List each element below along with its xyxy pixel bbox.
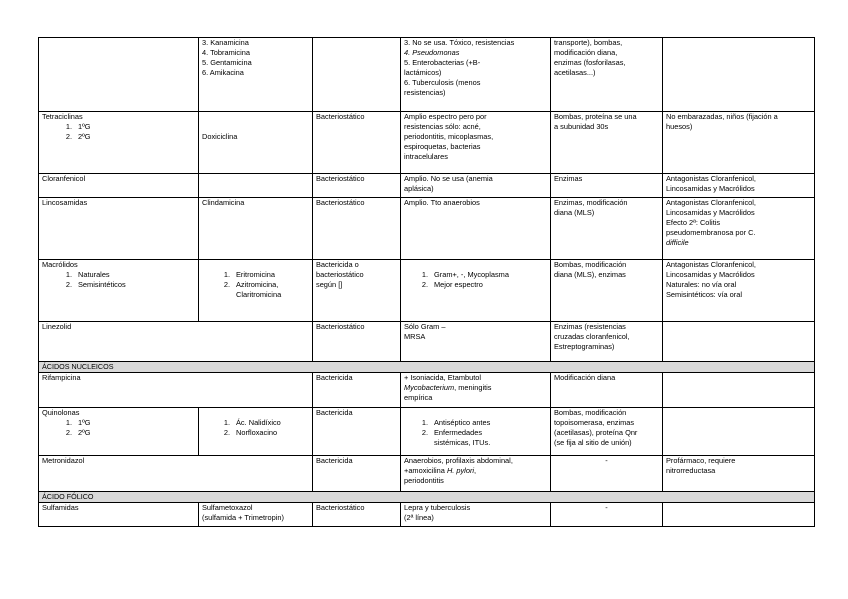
text-line: Lincosamidas y Macrólidos: [666, 184, 755, 194]
text-line: cruzadas cloranfenicol,: [554, 332, 630, 342]
text-line: Bactericida o: [316, 260, 359, 269]
text-line: Antagonistas Cloranfenicol,: [666, 260, 756, 269]
text-line: enzimas (fosforilasas,: [554, 58, 626, 68]
table-row-aminoglycosides-cont: [39, 38, 815, 112]
cell-spectrum: [401, 503, 551, 527]
action-text: Bacteriostático: [316, 174, 365, 183]
group-title: Cloranfenicol: [42, 174, 86, 183]
text-line: MRSA: [404, 332, 426, 342]
drug-list: [202, 418, 309, 438]
group-title: Macrólidos: [42, 260, 78, 269]
cell-action: [313, 408, 401, 456]
spectrum-list: [404, 270, 547, 290]
cell-notes: [663, 503, 815, 527]
text-line: 5. Enterobacterias (+B-: [404, 58, 481, 68]
text-line: Amplio espectro pero por: [404, 112, 487, 121]
text-line: 6. Tuberculosis (menos: [404, 78, 481, 88]
list-item: 1. Naturales: [65, 270, 110, 280]
text-line: Sólo Gram –: [404, 322, 446, 331]
text-line: Enzimas, modificación: [554, 198, 628, 207]
text-line: Amplio. Tto anaerobios: [404, 198, 480, 207]
text-line: Enzimas (resistencias: [554, 322, 626, 331]
cell-group: [39, 322, 313, 362]
cell-action: [313, 260, 401, 322]
group-title: Linezolid: [42, 322, 72, 331]
list-item: 2. Mejor espectro: [421, 280, 483, 290]
list-item: 2. Enfermedades: [421, 428, 483, 438]
drug-item: (sulfamida + Trimetropin): [202, 513, 284, 523]
cell-spectrum: [401, 38, 551, 112]
table-row-macrolides: [39, 260, 815, 322]
cell-action: [313, 174, 401, 198]
cell-action: [313, 112, 401, 174]
text-line: periodontitis, micoplasmas,: [404, 132, 494, 142]
text-line: (2ª línea): [404, 513, 434, 523]
group-title: Tetraciclinas: [42, 112, 83, 121]
cell-notes: [663, 456, 815, 492]
text-line: Efecto 2ª: Colitis: [666, 218, 721, 228]
text-line: (acetilasas), proteína Qnr: [554, 428, 638, 438]
cell-spectrum: [401, 112, 551, 174]
text-line: nitrorreductasa: [666, 466, 716, 476]
cell-drugs: [199, 503, 313, 527]
group-title: Sulfamidas: [42, 503, 79, 512]
text-line: Bombas, modificación: [554, 408, 627, 417]
table-row-lincosamides: [39, 198, 815, 260]
list-item: 2. Norfloxacino: [223, 428, 278, 438]
drug-list: [202, 270, 309, 300]
subtype-list: [42, 270, 195, 290]
cell-spectrum: [401, 198, 551, 260]
text-line: Modificación diana: [554, 373, 616, 382]
text-line: empírica: [404, 393, 433, 403]
text-line: Naturales: no vía oral: [666, 280, 737, 290]
text-line: Estreptograminas): [554, 342, 615, 352]
action-text: Bacteriostático: [316, 322, 365, 331]
text-line: topoisomerasa, enzimas: [554, 418, 635, 428]
text-line: Lepra y tuberculosis: [404, 503, 471, 512]
text-line: acetilasas...): [554, 68, 596, 78]
text-line: Bombas, modificación: [554, 260, 627, 269]
cell-resistance: [551, 198, 663, 260]
text-line: + Isoniacida, Etambutol: [404, 373, 482, 382]
text-line: a subunidad 30s: [554, 122, 609, 132]
text-line: 4. Pseudomonas: [404, 48, 460, 58]
cell-notes: [663, 38, 815, 112]
cell-notes: [663, 322, 815, 362]
text-line: intracelulares: [404, 152, 448, 162]
table-row-metronidazole: [39, 456, 815, 492]
cell-resistance: [551, 322, 663, 362]
cell-drugs: [199, 112, 313, 174]
cell-resistance: [551, 174, 663, 198]
cell-drugs: [199, 38, 313, 112]
text-line: transporte), bombas,: [554, 38, 623, 47]
cell-spectrum: [401, 260, 551, 322]
action-text: Bacteriostático: [316, 198, 365, 207]
cell-spectrum: [401, 456, 551, 492]
drug-item: Clindamicina: [202, 198, 245, 207]
section-header-nucleic-acids: [39, 362, 815, 373]
list-item: 1. Eritromicina: [223, 270, 276, 280]
text-line: -: [605, 503, 608, 512]
antibiotics-table: [38, 37, 815, 527]
text-line: difficile: [666, 238, 689, 248]
text-line: +amoxicilina H. pylori,: [404, 466, 477, 476]
list-item: 2. 2ºG: [65, 428, 91, 438]
drug-item: 6. Amikacina: [202, 68, 244, 78]
table-row-quinolones: [39, 408, 815, 456]
list-item: 1. Gram+, -, Mycoplasma: [421, 270, 509, 280]
text-line: Anaerobios, profilaxis abdominal,: [404, 456, 513, 465]
cell-resistance: [551, 112, 663, 174]
text-line: aplásica): [404, 184, 434, 194]
list-item: Claritromicina: [236, 290, 282, 300]
drug-item: Sulfametoxazol: [202, 503, 253, 512]
text-line: Bombas, proteína se una: [554, 112, 637, 121]
text-line: espiroquetas, bacterias: [404, 142, 481, 152]
spectrum-list: [404, 418, 547, 448]
list-item: 1. Antiséptico antes: [421, 418, 491, 428]
cell-notes: [663, 260, 815, 322]
table-row-tetracyclines: [39, 112, 815, 174]
cell-resistance: [551, 503, 663, 527]
text-line: Lincosamidas y Macrólidos: [666, 270, 755, 280]
text-line: diana (MLS): [554, 208, 595, 218]
text-line: resistencias sólo: acné,: [404, 122, 481, 132]
cell-resistance: [551, 373, 663, 408]
text-line: Lincosamidas y Macrólidos: [666, 208, 755, 218]
text-line: 3. No se usa. Tóxico, resistencias: [404, 38, 515, 47]
generation-list: [42, 418, 195, 438]
cell-spectrum: [401, 174, 551, 198]
cell-drugs: [199, 408, 313, 456]
table-row-chloramphenicol: [39, 174, 815, 198]
text-line: (se fija al sitio de unión): [554, 438, 632, 448]
text-line: resistencias): [404, 88, 446, 98]
text-line: No embarazadas, niños (fijación a: [666, 112, 778, 121]
table-row-rifampicin: [39, 373, 815, 408]
cell-drugs: [199, 260, 313, 322]
list-item: 1. 1ºG: [65, 122, 91, 132]
cell-action: [313, 373, 401, 408]
list-item: 1. Ác. Nalidíxico: [223, 418, 281, 428]
text-line: Antagonistas Cloranfenicol,: [666, 174, 756, 183]
action-text: Bacteriostático: [316, 503, 365, 512]
cell-resistance: [551, 38, 663, 112]
cell-action: [313, 198, 401, 260]
table-row-linezolid: [39, 322, 815, 362]
cell-resistance: [551, 260, 663, 322]
section-title: ÁCIDOS NUCLEICOS: [39, 362, 815, 373]
action-text: Bactericida: [316, 373, 353, 382]
cell-drugs: [199, 174, 313, 198]
cell-resistance: [551, 456, 663, 492]
cell-group: [39, 174, 199, 198]
list-item: 2. Azitromicina,: [223, 280, 279, 290]
cell-group: [39, 198, 199, 260]
cell-group: [39, 260, 199, 322]
text-line: huesos): [666, 122, 693, 132]
drug-item: 3. Kanamicina: [202, 38, 249, 47]
text-line: según []: [316, 280, 343, 290]
cell-group: [39, 408, 199, 456]
cell-action: [313, 38, 401, 112]
group-title: Rifampicina: [42, 373, 81, 382]
drug-item: Doxiciclina: [202, 132, 238, 142]
text-line: lactámicos): [404, 68, 442, 78]
text-line: periodontitis: [404, 476, 444, 486]
drug-item: 4. Tobramicina: [202, 48, 250, 58]
action-text: Bactericida: [316, 408, 353, 417]
cell-notes: [663, 112, 815, 174]
list-item: 2. 2ºG: [65, 132, 91, 142]
text-line: Semisintéticos: vía oral: [666, 290, 742, 300]
action-text: Bacteriostático: [316, 112, 365, 121]
cell-notes: [663, 198, 815, 260]
cell-group: [39, 456, 313, 492]
cell-resistance: [551, 408, 663, 456]
text-line: Profármaco, requiere: [666, 456, 736, 465]
text-line: -: [605, 456, 608, 465]
text-line: Mycobacterium, meningitis: [404, 383, 492, 393]
cell-group: [39, 503, 199, 527]
text-line: bacteriostático: [316, 270, 364, 280]
cell-group: [39, 112, 199, 174]
table-row-sulfonamides: [39, 503, 815, 527]
text-line: diana (MLS), enzimas: [554, 270, 626, 280]
cell-spectrum: [401, 322, 551, 362]
action-text: Bactericida: [316, 456, 353, 465]
cell-spectrum: [401, 373, 551, 408]
text-line: Enzimas: [554, 174, 583, 183]
group-title: Lincosamidas: [42, 198, 88, 207]
cell-notes: [663, 373, 815, 408]
cell-group: [39, 38, 199, 112]
text-line: pseudomembranosa por C.: [666, 228, 756, 238]
cell-spectrum: [401, 408, 551, 456]
list-item: sistémicas, ITUs.: [434, 438, 491, 448]
section-header-folic-acid: [39, 492, 815, 503]
cell-drugs: [199, 198, 313, 260]
cell-group: [39, 373, 313, 408]
generation-list: [42, 122, 195, 142]
list-item: 1. 1ºG: [65, 418, 91, 428]
cell-notes: [663, 174, 815, 198]
section-title: ÁCIDO FÓLICO: [39, 492, 815, 503]
group-title: Metronidazol: [42, 456, 85, 465]
drug-item: 5. Gentamicina: [202, 58, 252, 68]
list-item: 2. Semisintéticos: [65, 280, 126, 290]
text-line: Antagonistas Cloranfenicol,: [666, 198, 756, 207]
text-line: Amplio. No se usa (anemia: [404, 174, 493, 183]
cell-notes: [663, 408, 815, 456]
group-title: Quinolonas: [42, 408, 80, 417]
cell-action: [313, 456, 401, 492]
text-line: modificación diana,: [554, 48, 618, 58]
cell-action: [313, 503, 401, 527]
cell-action: [313, 322, 401, 362]
